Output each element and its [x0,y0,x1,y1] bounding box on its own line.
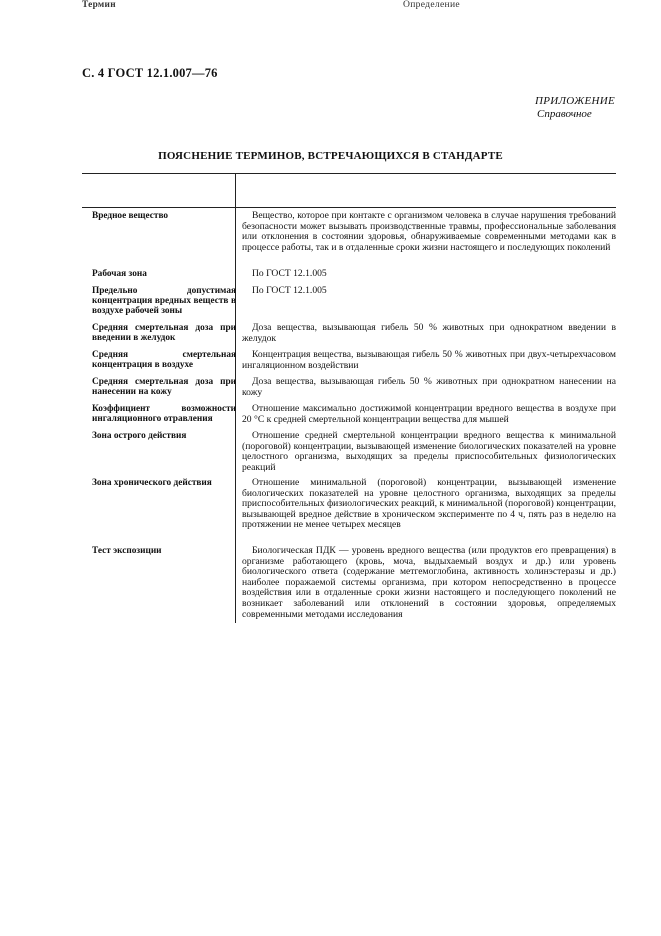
term-cell: Тест экспозиции [92,546,162,556]
definition-cell: Доза вещества, вызывающая гибель 50 % животных при однократном введении в желудок [242,322,616,344]
term-cell: Вредное вещество [92,211,169,221]
table-top-rule [82,173,616,174]
definition-cell: Вещество, которое при контакте с организмом человека в случае нарушения требований безопасности может вызывать производственные травмы, профессиональные заболевания или отклонения в состоянии здоровья, обнаруживаемые современными методами как в процессе работы, так и в отдаленные сроки жизни настоящего и последующих поколений [242,210,616,253]
definition-cell: По ГОСТ 12.1.005 [252,268,327,279]
appendix-subtitle: Справочное [537,108,592,120]
definition-cell: Биологическая ПДК — уровень вредного вещества (или продуктов его превращения) в организме работающего (кровь, моча, выдыхаемый воздух и др.) или уровень биологического ответа (содержание метгемоглобина, активность холинэстеразы и др.) наиболее поражаемой системы организма, при котором непосредственно в процессе воздействия или в отдаленные сроки жизни настоящего и последующего поколений не возникает заболеваний или отклонений в состоянии здоровья, определяемых современными методами исследования [242,545,616,620]
term-cell: Рабочая зона [92,269,147,279]
document-title: ПОЯСНЕНИЕ ТЕРМИНОВ, ВСТРЕЧАЮЩИХСЯ В СТАНДАРТЕ [158,150,503,162]
appendix-label [535,95,615,121]
definition-cell: По ГОСТ 12.1.005 [252,285,327,296]
table-header-rule [82,207,616,208]
term-cell: Зона острого действия [92,431,187,441]
column-header-definition: Определение [402,0,460,10]
definition-cell: Концентрация вещества, вызывающая гибель 50 % животных при двух-четырехчасовом ингаляционном воздействии [242,349,616,371]
term-cell: Средняя смертельная доза при введении в желудок [92,323,236,343]
page-header: С. 4 ГОСТ 12.1.007—76 [82,66,218,80]
term-cell: Предельно допустимая концентрация вредных веществ в воздухе рабочей зоны [92,286,236,316]
definition-cell: Отношение минимальной (пороговой) концентрации, вызывающей изменение биологических показателей на уровне целостного организма, выходящих за пределы приспособительных физиологических реакций, к минимальной (пороговой) концентрации, вызывающей вредное действие в хроническом эксперименте по 4 ч, пять раз в неделю на протяжении не менее четырех месяцев [242,477,616,531]
definition-cell: Доза вещества, вызывающая гибель 50 % животных при однократном нанесении на кожу [242,376,616,398]
term-cell: Коэффициент возможности ингаляционного отравления [92,404,236,424]
term-cell: Зона хронического действия [92,478,212,488]
term-cell: Средняя смертельная концентрация в воздухе [92,350,236,370]
column-header-term: Термин [82,0,116,10]
term-cell: Средняя смертельная доза при нанесении на кожу [92,377,236,397]
appendix-title: ПРИЛОЖЕНИЕ [535,95,615,107]
definition-cell: Отношение максимально достижимой концентрации вредного вещества в воздухе при 20 °С к средней смертельной концентрации вещества для мышей [242,403,616,425]
definition-cell: Отношение средней смертельной концентрации вредного вещества к минимальной (пороговой) концентрации, вызывающей изменение биологических показателей на уровне целостного организма, выходящих за пределы приспособительных физиологических реакций [242,430,616,473]
